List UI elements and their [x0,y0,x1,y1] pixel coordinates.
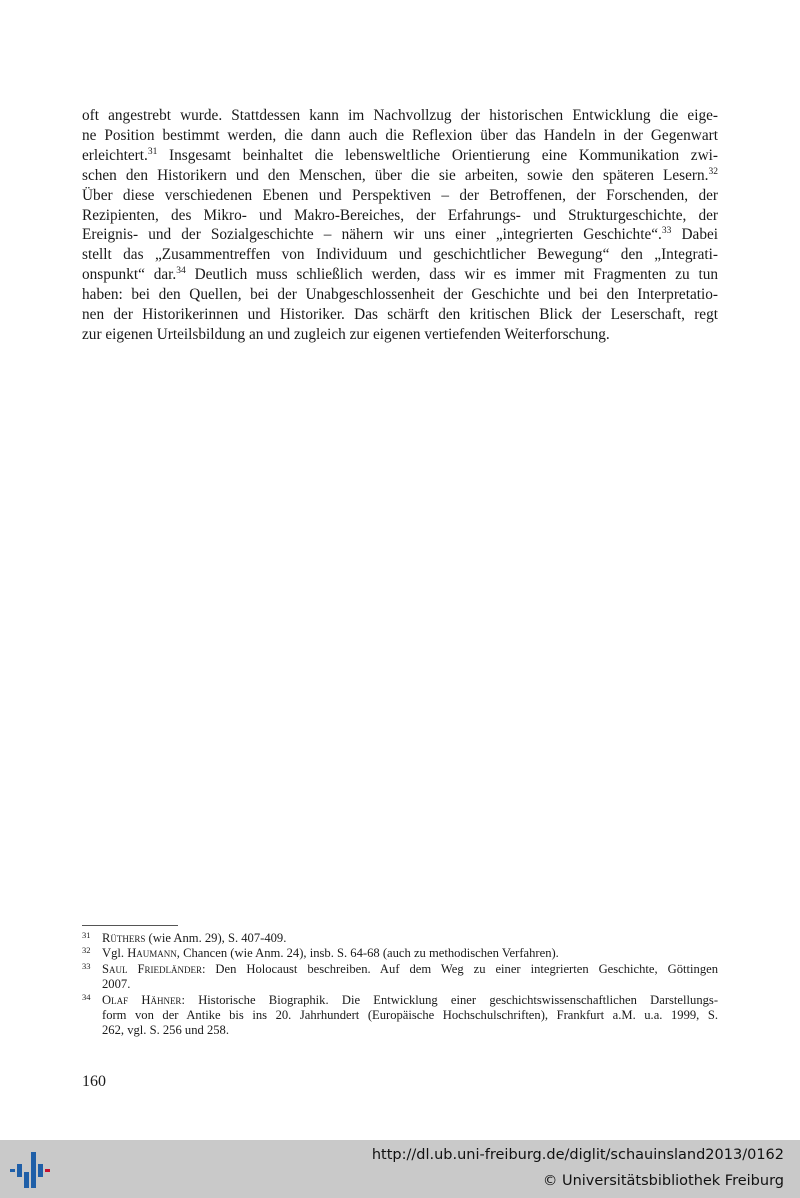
footnote-ref-33[interactable]: 33 [661,226,672,237]
text-line [82,146,718,166]
copyright-notice: © Universitätsbibliothek Freiburg [542,1173,784,1189]
footnote-31 [82,931,718,946]
text-segment: schen den Historikern und den Menschen, über die sie arbeiten, sowie den späteren Lesern. [82,166,709,184]
footnote-line: 2007. [102,977,131,992]
text-line: Über diese verschiedenen Ebenen und Perspektiven – der Betroffenen, der Forschenden, der [82,186,718,204]
footnote-number: 31 [82,930,91,940]
footnote-34 [82,993,718,1039]
footnote-line [102,931,718,946]
footnote-body [102,962,718,993]
text-segment: Dabei [671,226,719,244]
viewer-footer-bar [0,1140,800,1198]
footnote-text: (wie Anm. 29), S. 407-409. [145,931,287,945]
footnote-ref-34[interactable]: 34 [176,266,186,277]
footnote-32 [82,946,718,961]
footnote-line: form von der Antike bis ins 20. Jahrhundert (Europäische Hochschulschriften), Frankfurt a.M. u.a. 1999, S. [102,1008,718,1023]
text-line: ne Position bestimmt werden, die dann auch die Reflexion über das Handeln in der Gegenwart [82,126,718,144]
footnote-text: , Chancen (wie Anm. 24), insb. S. 64-68 (auch zu methodischen Verfahren). [176,946,559,961]
footnote-number: 32 [82,945,91,956]
text-line [82,225,718,245]
footnote-body [102,931,718,946]
text-line [82,265,718,285]
footnote-ref-31[interactable]: 31 [147,146,158,157]
footnote-line [102,993,718,1008]
footnote-ref-32[interactable]: 32 [708,166,718,177]
ub-freiburg-logo-icon[interactable] [10,1150,50,1190]
footnote-text: : Den Holocaust beschreiben. Auf dem Weg zu einer integrierten Geschichte, Göttingen [201,961,719,976]
footnote-line: 262, vgl. S. 256 und 258. [102,1023,229,1038]
footnote-number: 33 [82,960,91,971]
footnote-body [102,993,718,1039]
text-line: stellt das „Zusammentreffen von Individuum und geschichtlicher Bewegung“ den „Integrati- [82,246,718,264]
text-line: oft angestrebt wurde. Stattdessen kann im Nachvollzug der historischen Entwicklung die eige- [82,107,718,124]
text-segment: Ereignis- und der Sozialgeschichte – nähern wir uns einer „integrierten Geschichte“. [82,226,662,244]
footnote-divider [82,925,178,926]
main-paragraph [82,106,718,345]
footnote-number: 34 [82,991,91,1002]
footnotes [82,931,718,1039]
footnote-prefix: Vgl. [102,946,128,961]
text-line: nen der Historikerinnen und Historiker. Das schärft den kritischen Blick der Leserschaft, regt [82,306,718,324]
text-line [82,166,718,186]
permalink-url[interactable]: http://dl.ub.uni-freiburg.de/diglit/schauinsland2013/0162 [371,1147,784,1163]
page-number: 160 [82,1073,106,1090]
text-segment: onspunkt“ dar. [82,266,177,284]
footnote-body [102,946,718,961]
footnote-author: Haumann [127,946,177,961]
text-line: zur eigenen Urteilsbildung an und zugleich zur eigenen vertiefenden Weiterforschung. [82,325,610,343]
footnote-author: Olaf Hähner [102,992,182,1007]
footnote-line [102,962,718,977]
logo-graphic [10,1150,50,1190]
text-line: haben: bei den Quellen, bei der Unabgeschlossenheit der Geschichte und bei den Interpretatio- [82,286,718,304]
footnote-author: Rüthers [102,931,146,945]
text-line: Rezipienten, des Mikro- und Makro-Bereiches, der Erfahrungs- und Strukturgeschichte, der [82,206,718,224]
text-segment: erleichtert. [82,146,148,164]
footnote-33 [82,962,718,993]
footnote-author: Saul Friedländer [102,961,202,976]
footnote-text: : Historische Biographik. Die Entwicklung einer geschichtswissenschaftlichen Darstellungs- [181,992,719,1007]
text-segment: Deutlich muss schließlich werden, dass wir es immer mit Fragmenten zu tun [185,266,718,284]
footnote-line [102,946,718,961]
text-segment: Insgesamt beinhaltet die lebensweltliche Orientierung eine Kommunikation zwi- [157,146,718,164]
